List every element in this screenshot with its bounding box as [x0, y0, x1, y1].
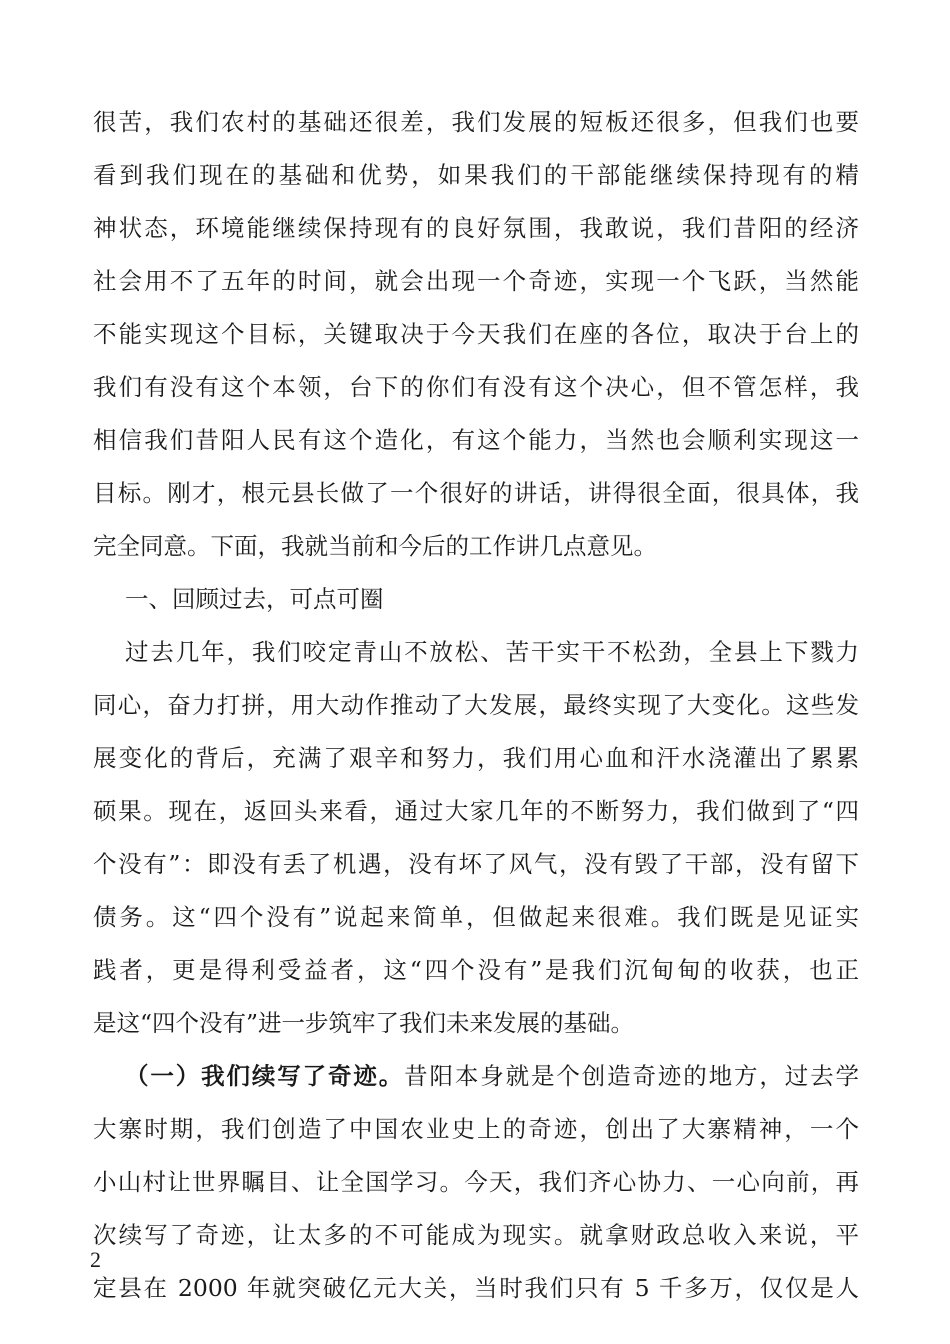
- text-line: 我们有没有这个本领，台下的你们有没有这个决心，但不管怎样，我: [93, 373, 859, 401]
- text-line: 相信我们昔阳人民有这个造化，有这个能力，当然也会顺利实现这一: [93, 426, 859, 454]
- text-line: 定县在 2000 年就突破亿元大关，当时我们只有 5 千多万，仅仅是人: [93, 1274, 859, 1302]
- text-line: 是这“四个没有”进一步筑牢了我们未来发展的基础。: [93, 1009, 635, 1037]
- text-line: 同心，奋力打拼，用大动作推动了大发展，最终实现了大变化。这些发: [93, 691, 859, 719]
- text-fragment: 昔阳本身就是个创造奇迹的地方，过去学: [404, 1062, 859, 1090]
- text-line: 很苦，我们农村的基础还很差，我们发展的短板还很多，但我们也要: [93, 108, 859, 136]
- text-line: 完全同意。下面，我就当前和今后的工作讲几点意见。: [93, 532, 657, 560]
- text-line: 不能实现这个目标，关键取决于今天我们在座的各位，取决于台上的: [93, 320, 859, 348]
- text-line: 神状态，环境能继续保持现有的良好氛围，我敢说，我们昔阳的经济: [93, 214, 859, 242]
- text-line: 目标。刚才，根元县长做了一个很好的讲话，讲得很全面，很具体，我: [93, 479, 859, 507]
- text-line: 过去几年，我们咬定青山不放松、苦干实干不松劲，全县上下戮力: [125, 638, 859, 666]
- text-line: 展变化的背后，充满了艰辛和努力，我们用心血和汗水浇灌出了累累: [93, 744, 859, 772]
- page-number: 2: [90, 1247, 101, 1272]
- text-line: 硕果。现在，返回头来看，通过大家几年的不断努力，我们做到了“四: [93, 797, 859, 825]
- subsection-heading: （一）我们续写了奇迹。: [125, 1062, 405, 1090]
- text-line: 大寨时期，我们创造了中国农业史上的奇迹，创出了大寨精神，一个: [93, 1115, 859, 1143]
- text-line: 次续写了奇迹，让太多的不可能成为现实。就拿财政总收入来说，平: [93, 1221, 859, 1249]
- text-line: 个没有”：即没有丢了机遇，没有坏了风气，没有毁了干部，没有留下: [93, 850, 859, 878]
- text-line: 社会用不了五年的时间，就会出现一个奇迹，实现一个飞跃，当然能: [93, 267, 859, 295]
- text-line: 债务。这“四个没有”说起来简单，但做起来很难。我们既是见证实: [93, 903, 859, 931]
- text-line: 践者，更是得利受益者，这“四个没有”是我们沉甸甸的收获，也正: [93, 956, 859, 984]
- section-heading: 一、回顾过去，可点可圈: [125, 585, 384, 613]
- text-line: 小山村让世界瞩目、让全国学习。今天，我们齐心协力、一心向前，再: [93, 1168, 859, 1196]
- subsection-line: [125, 1056, 859, 1096]
- text-line: 看到我们现在的基础和优势，如果我们的干部能继续保持现有的精: [93, 161, 859, 189]
